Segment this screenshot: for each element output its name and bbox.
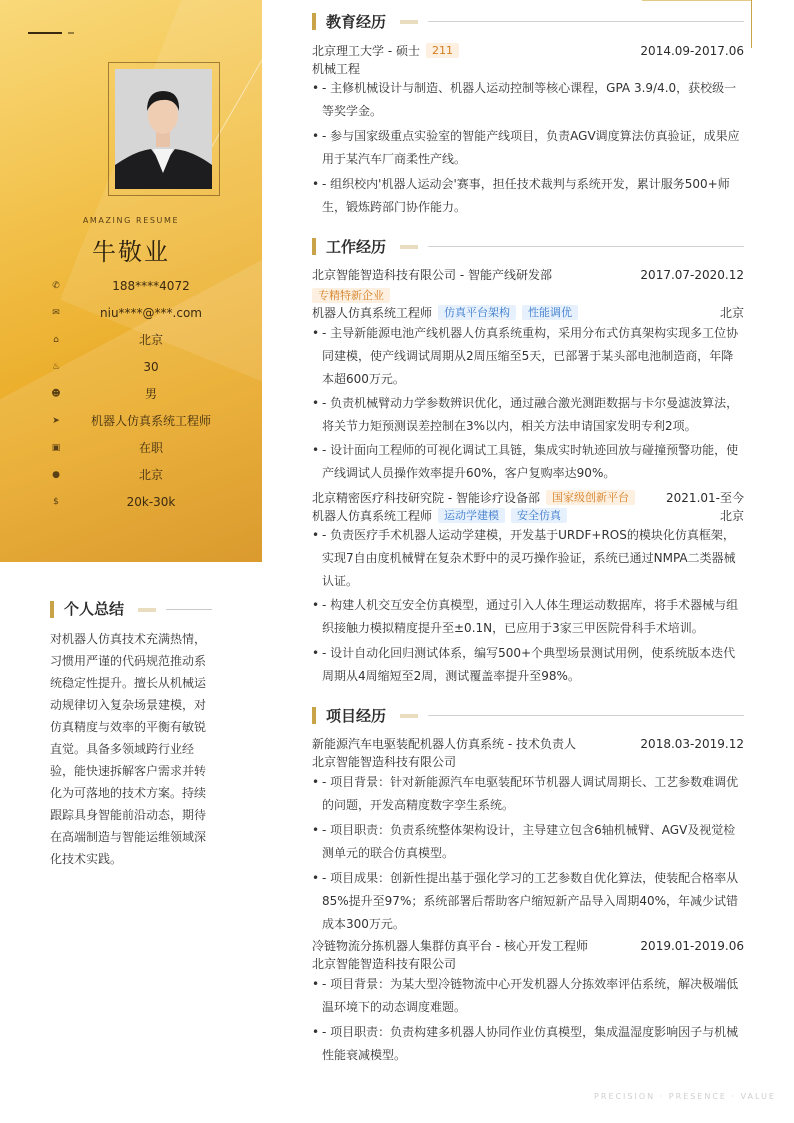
project-name-row [312, 735, 744, 753]
job-company: 北京智能智造科技有限公司 - 智能产线研发部 [312, 268, 552, 282]
project-period: 2019.01-2019.06 [640, 939, 744, 953]
info-salary [50, 493, 230, 511]
info-email [50, 304, 230, 322]
avatar-photo [115, 69, 212, 189]
role-tag: 性能调优 [522, 305, 578, 320]
projects-heading [312, 705, 744, 727]
location-value: 北京 [138, 468, 163, 482]
work-heading [312, 236, 744, 258]
job-role: 机器人仿真系统工程师 [312, 306, 433, 320]
position-value: 机器人仿真系统工程师 [90, 414, 211, 428]
info-target-position [50, 412, 230, 430]
info-location [50, 466, 230, 484]
candidate-name: 牛敬业 [92, 238, 170, 266]
salary-value: 20k-30k [126, 495, 176, 509]
school-name: 北京理工大学 - 硕士 [312, 44, 420, 58]
send-icon: ➤ [52, 416, 60, 426]
age-value: 30 [143, 360, 159, 374]
school-tag: 211 [426, 43, 459, 58]
project-period: 2018.03-2019.12 [640, 737, 744, 751]
project-org: 北京智能智造科技有限公司 [312, 957, 457, 971]
job-bullet: • - 构建人机交互安全仿真模型，通过引入人体生理运动数据库，将手术器械与组织接触力模拟精度提升至±0.1N，已应用于3家三甲医院骨科手术培训。 [312, 598, 739, 635]
education-title: 教育经历 [326, 13, 387, 31]
project-name-row [312, 937, 744, 955]
role-tag: 仿真平台架构 [438, 305, 516, 320]
education-heading [312, 11, 744, 33]
project-bullet: • - 项目成果：创新性提出基于强化学习的工艺参数自优化算法，使装配合格率从85%提升至97%；系统部署后帮助客户缩短新产品导入周期40%，年减少试错成本300万元。 [312, 871, 739, 931]
home-icon: ⌂ [53, 335, 59, 345]
briefcase-icon: ▣ [51, 443, 61, 453]
location-pin-icon: ● [52, 470, 60, 480]
face-icon: ☻ [51, 389, 61, 399]
job-company: 北京精密医疗科技研究院 - 智能诊疗设备部 [312, 491, 540, 505]
role-tag: 运动学建模 [438, 508, 505, 523]
project-org: 北京智能智造科技有限公司 [312, 755, 457, 769]
home-value: 北京 [138, 333, 163, 347]
work-title: 工作经历 [326, 238, 387, 256]
status-value: 在职 [138, 441, 163, 455]
job-role-row [312, 507, 744, 525]
projects-title: 项目经历 [326, 707, 387, 725]
salary-icon: $ [53, 497, 59, 507]
resume-tagline: AMAZING RESUME [82, 216, 180, 225]
job-bullet: • - 设计面向工程师的可视化调试工具链，集成实时轨迹回放与碰撞预警功能，使产线调试人员操作效率提升60%，客户复购率达90%。 [312, 443, 739, 480]
company-tag: 专精特新企业 [312, 288, 390, 303]
summary-text: 对机器人仿真技术充满热情，习惯用严谨的代码规范推动系统稳定性提升。擅长从机械运动规律切入复杂场景建模，对仿真精度与效率的平衡有敏锐直觉。具备多领域跨行业经验，能快速拆解客户需求并转化为可落地的技术方案。持续跟踪具身智能前沿动态，期待在高端制造与智能运维领域深化技术实践。 [50, 632, 207, 866]
job-bullet: • - 设计自动化回归测试体系，编写500+个典型场景测试用例，使系统版本迭代周期从4周缩短至2周，测试覆盖率提升至98%。 [312, 646, 736, 683]
footer-tagline: PRECISION · PRESENCE · VALUE [594, 1092, 776, 1101]
job-period: 2021.01-至今 [666, 491, 744, 505]
education-bullet: • - 主修机械设计与制造、机器人运动控制等核心课程，GPA 3.9/4.0，获校级一等奖学金。 [312, 81, 737, 118]
info-phone [50, 277, 230, 295]
job-bullet: • - 负责医疗手术机器人运动学建模，开发基于URDF+ROS的模块化仿真框架，实现7自由度机械臂在复杂术野中的灵巧操作验证，系统已通过NMPA二类器械认证。 [312, 528, 736, 588]
info-status [50, 439, 230, 457]
info-age [50, 358, 230, 376]
role-tag: 安全仿真 [511, 508, 567, 523]
summary-title: 个人总结 [64, 600, 125, 618]
education-major: 机械工程 [312, 62, 361, 76]
phone-value: 188****4072 [112, 279, 190, 293]
phone-icon: ✆ [52, 281, 60, 291]
decorative-dash [28, 32, 62, 34]
job-company-tag-row [312, 287, 744, 305]
corner-decoration-h [642, 0, 752, 1]
project-bullet: • - 项目职责：负责构建多机器人协同作业仿真模型，集成温湿度影响因子与机械性能衰减模型。 [312, 1025, 739, 1062]
job-role: 机器人仿真系统工程师 [312, 509, 433, 523]
job-bullet: • - 主导新能源电池产线机器人仿真系统重构，采用分布式仿真架构实现多工位协同建模，使产线调试周期从2周压缩至5天，已部署于某头部电池制造商，年降本超600万元。 [312, 326, 739, 386]
project-name: 冷链物流分拣机器人集群仿真平台 - 核心开发工程师 [312, 939, 588, 953]
info-home [50, 331, 230, 349]
company-tag: 国家级创新平台 [546, 490, 635, 505]
job-period: 2017.07-2020.12 [640, 268, 744, 282]
education-bullet: • - 参与国家级重点实验室的智能产线项目，负责AGV调度算法仿真验证，成果应用于某汽车厂商柔性产线。 [312, 129, 740, 166]
email-value: niu****@***.com [100, 306, 202, 320]
cake-icon: ♨ [51, 362, 61, 372]
job-company-row [312, 489, 744, 507]
gender-value: 男 [144, 387, 157, 401]
info-gender [50, 385, 230, 403]
education-bullet: • - 组织校内'机器人运动会'赛事，担任技术裁判与系统开发，累计服务500+师生，锻炼跨部门协作能力。 [312, 177, 730, 214]
job-bullet: • - 负责机械臂动力学参数辨识优化，通过融合激光测距数据与卡尔曼滤波算法，将关节力矩预测误差控制在3%以内，相关方法申请国家发明专利2项。 [312, 396, 739, 433]
summary-heading [50, 598, 220, 620]
project-bullet: • - 项目背景：针对新能源汽车电驱装配环节机器人调试周期长、工艺参数难调优的问题，开发高精度数字孪生系统。 [312, 775, 739, 812]
mail-icon: ✉ [52, 308, 60, 318]
job-city: 北京 [719, 509, 744, 523]
job-city: 北京 [719, 306, 744, 320]
education-period: 2014.09-2017.06 [640, 44, 744, 58]
project-name: 新能源汽车电驱装配机器人仿真系统 - 技术负责人 [312, 737, 576, 751]
education-school-row [312, 42, 744, 60]
job-company-row [312, 266, 744, 284]
project-bullet: • - 项目职责：负责系统整体架构设计，主导建立包含6轴机械臂、AGV及视觉检测单元的联合仿真模型。 [312, 823, 736, 860]
corner-decoration-v [751, 0, 752, 48]
decorative-dash-small [68, 32, 74, 34]
job-role-row [312, 304, 744, 322]
project-bullet: • - 项目背景：为某大型冷链物流中心开发机器人分拣效率评估系统，解决极端低温环境下的动态调度难题。 [312, 977, 739, 1014]
